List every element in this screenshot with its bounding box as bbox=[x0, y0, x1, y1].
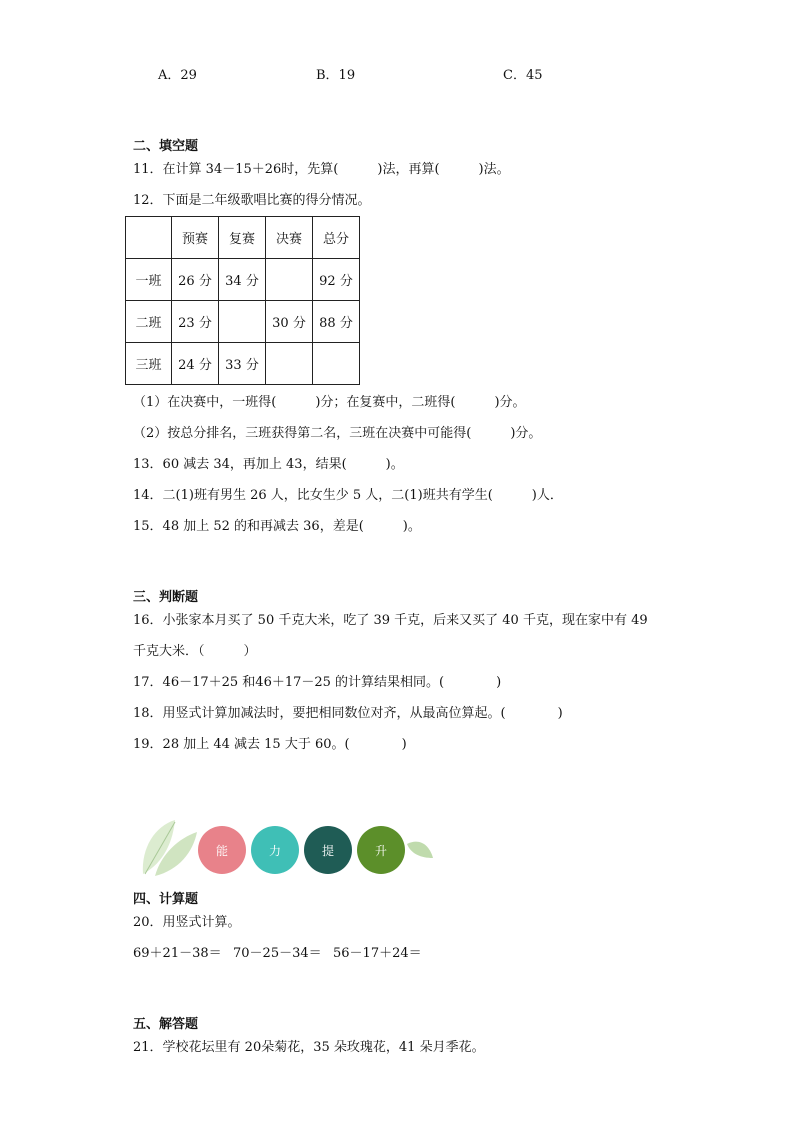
question-19: 19．28 加上 44 减去 15 大于 60。( ) bbox=[133, 737, 407, 752]
question-18: 18．用竖式计算加减法时，要把相同数位对齐，从最高位算起。( ) bbox=[133, 706, 563, 721]
choice-b: B．19 bbox=[316, 68, 356, 83]
table-cell: 二班 bbox=[126, 301, 172, 343]
banner-circle-2: 力 bbox=[251, 826, 299, 874]
banner-circle-4: 升 bbox=[357, 826, 405, 874]
question-20-expr-3: 56－17＋24＝ bbox=[333, 946, 422, 961]
table-header-cell: 决赛 bbox=[266, 217, 313, 259]
question-20-expr-2: 70－25－34＝ bbox=[233, 946, 322, 961]
table-cell: 88 分 bbox=[313, 301, 360, 343]
question-11: 11．在计算 34－15＋26时，先算( )法，再算( )法。 bbox=[133, 162, 510, 177]
question-16-line-2: 千克大米．（ ） bbox=[133, 644, 257, 659]
table-header-cell: 复赛 bbox=[219, 217, 266, 259]
section-solve-heading: 五、解答题 bbox=[133, 1017, 199, 1032]
banner-circle-1: 能 bbox=[198, 826, 246, 874]
table-cell: 24 分 bbox=[172, 343, 219, 385]
section-judge-heading: 三、判断题 bbox=[133, 590, 199, 605]
table-header-cell: 预赛 bbox=[172, 217, 219, 259]
question-12: 12．下面是二年级歌唱比赛的得分情况。 bbox=[133, 193, 371, 208]
table-cell bbox=[219, 301, 266, 343]
question-15: 15．48 加上 52 的和再减去 36，差是( )。 bbox=[133, 519, 421, 534]
question-17: 17．46－17＋25 和46＋17－25 的计算结果相同。( ) bbox=[133, 675, 502, 690]
banner-circle-3: 提 bbox=[304, 826, 352, 874]
table-cell: 33 分 bbox=[219, 343, 266, 385]
table-cell: 一班 bbox=[126, 259, 172, 301]
table-cell: 34 分 bbox=[219, 259, 266, 301]
choice-a: A．29 bbox=[158, 68, 197, 83]
question-12-part-2: （2）按总分排名，三班获得第二名，三班在决赛中可能得( )分。 bbox=[133, 426, 542, 441]
question-14: 14．二(1)班有男生 26 人，比女生少 5 人，二(1)班共有学生( )人． bbox=[133, 488, 563, 503]
table-cell: 92 分 bbox=[313, 259, 360, 301]
table-cell bbox=[266, 343, 313, 385]
table-cell: 26 分 bbox=[172, 259, 219, 301]
score-table bbox=[125, 216, 360, 385]
choice-c: C．45 bbox=[503, 68, 543, 83]
table-cell bbox=[313, 343, 360, 385]
question-16-line-1: 16．小张家本月买了 50 千克大米，吃了 39 千克，后来又买了 40 千克，现在家中有 49 bbox=[133, 613, 648, 628]
table-cell: 23 分 bbox=[172, 301, 219, 343]
table-cell bbox=[266, 259, 313, 301]
section-calc-heading: 四、计算题 bbox=[133, 892, 199, 907]
table-cell: 30 分 bbox=[266, 301, 313, 343]
table-header-cell: 总分 bbox=[313, 217, 360, 259]
question-13: 13．60 减去 34，再加上 43，结果( )。 bbox=[133, 457, 404, 472]
question-12-part-1: （1）在决赛中，一班得( )分；在复赛中，二班得( )分。 bbox=[133, 395, 526, 410]
table-header-cell bbox=[126, 217, 172, 259]
table-row bbox=[126, 301, 360, 343]
question-21: 21．学校花坛里有 20朵菊花，35 朵玫瑰花，41 朵月季花。 bbox=[133, 1040, 485, 1055]
table-row bbox=[126, 343, 360, 385]
table-cell: 三班 bbox=[126, 343, 172, 385]
section-fill-heading: 二、填空题 bbox=[133, 139, 199, 154]
question-20-expr-1: 69＋21－38＝ bbox=[133, 946, 222, 961]
table-row bbox=[126, 259, 360, 301]
question-20: 20．用竖式计算。 bbox=[133, 915, 241, 930]
table-header-row bbox=[126, 217, 360, 259]
